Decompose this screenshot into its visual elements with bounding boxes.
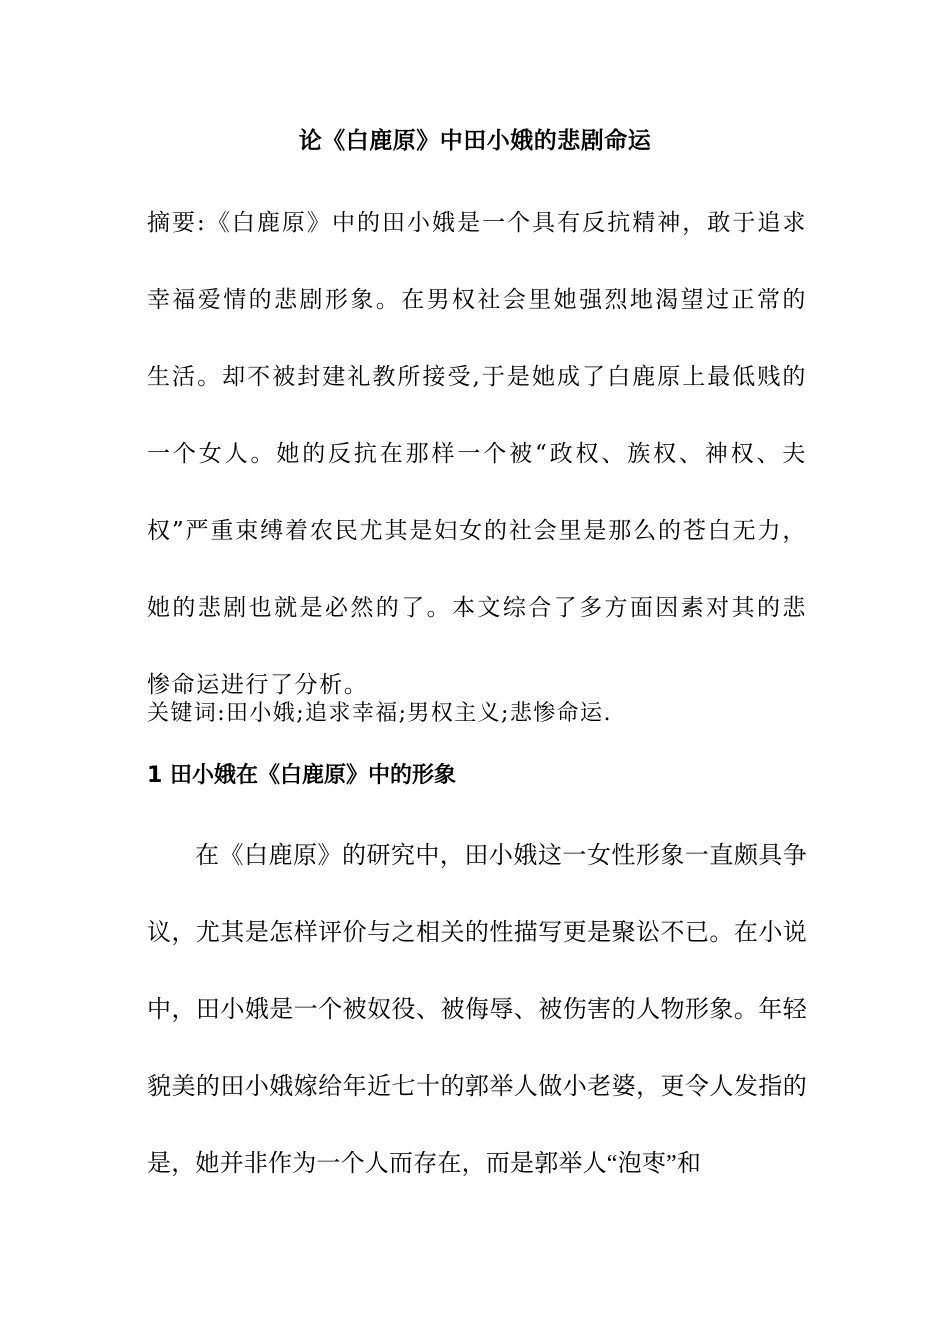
abstract-paragraph: 摘要:《白鹿原》中的田小娥是一个具有反抗精神，敢于追求幸福爱情的悲剧形象。在男权社会里她强烈地渴望过正常的生活。却不被封建礼教所接受,于是她成了白鹿原上最低贱的一个女人。她的反抗在那样一个被“政权、族权、神权、夫权”严重束缚着农民尤其是妇女的社会里是那么的苍白无力，她的悲剧也就是必然的了。本文综合了多方面因素对其的悲惨命运进行了分析。 xyxy=(147,210,807,698)
keywords-line: 关键词:田小娥;追求幸福;男权主义;悲惨命运. xyxy=(147,701,612,726)
section-heading: 1 田小娥在《白鹿原》中的形象 xyxy=(147,763,456,788)
document-title: 论《白鹿原》中田小娥的悲剧命运 xyxy=(298,128,652,154)
body-paragraph: 在《白鹿原》的研究中，田小娥这一女性形象一直颇具争议，尤其是怎样评价与之相关的性描写更是聚讼不已。在小说中，田小娥是一个被奴役、被侮辱、被伤害的人物形象。年轻貌美的田小娥嫁给年近七十的郭举人做小老婆，更令人发指的是，她并非作为一个人而存在，而是郭举人“泡枣”和 xyxy=(147,843,807,1177)
